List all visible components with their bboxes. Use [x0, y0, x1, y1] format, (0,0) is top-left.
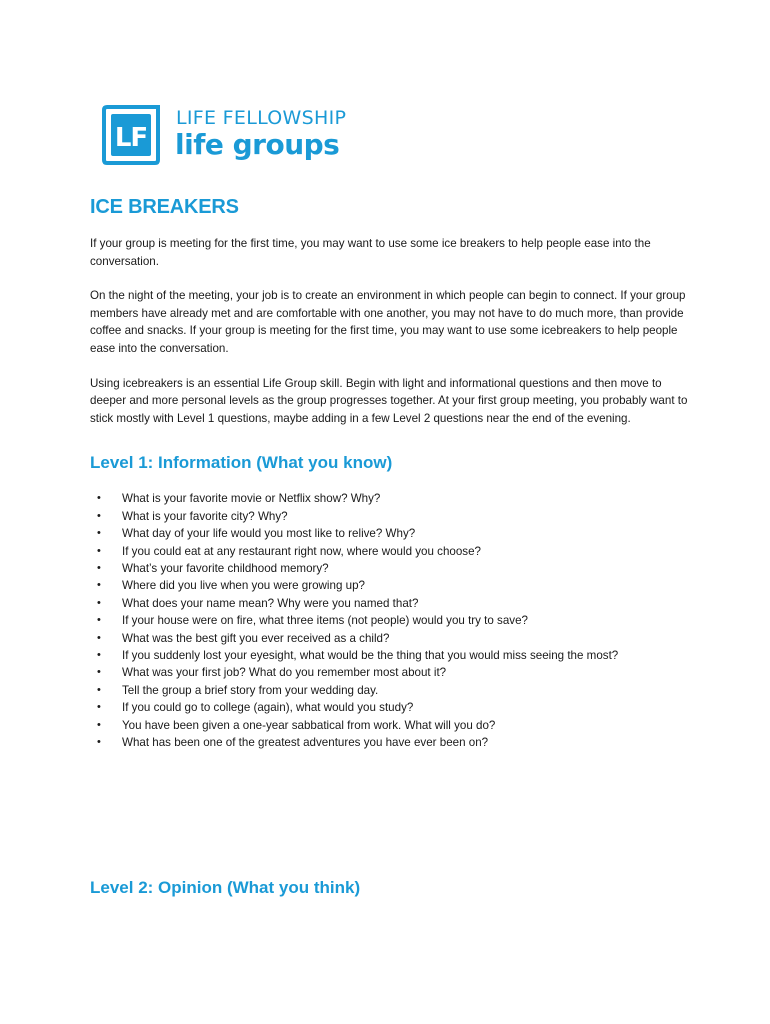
- page-title: ICE BREAKERS: [90, 196, 239, 218]
- question-text: What was the best gift you ever received as a child?: [122, 631, 390, 645]
- list-item: [90, 734, 690, 751]
- list-item: [90, 508, 690, 525]
- question-text: If you suddenly lost your eyesight, what would be the thing that you would miss seeing the most?: [122, 649, 619, 662]
- icebreakers-paragraph: Using icebreakers is an essential Life Group skill. Begin with light and informational questions and then move to deeper and more personal levels as the group progresses together. At your first group meeting, you probably want to stick mostly with Level 1 questions, maybe adding in a few Level 2 questions near the end of the evening.: [90, 376, 688, 425]
- list-item: [90, 630, 690, 647]
- list-item: [90, 595, 690, 612]
- question-text: What has been one of the greatest adventures you have ever been on?: [122, 736, 489, 750]
- list-item: [90, 490, 690, 507]
- bullet-icon: •: [97, 701, 101, 714]
- level1-heading: Level 1: Information (What you know): [90, 453, 393, 473]
- question-text: Where did you live when you were growing up?: [122, 579, 365, 593]
- question-text: What day of your life would you most like to relive? Why?: [122, 527, 416, 541]
- question-text: What is your favorite city? Why?: [122, 509, 288, 523]
- question-text: You have been given a one-year sabbatical from work. What will you do?: [122, 718, 496, 732]
- meeting-paragraph: On the night of the meeting, your job is to create an environment in which people can begin to connect. If your group members have already met and are comfortable with one another, you may not have to do much more, than provide coffee and snacks. If your group is meeting for the first time, you may want to use some icebreakers to help people ease into the conversation.: [90, 289, 686, 355]
- list-item: [90, 543, 690, 560]
- list-item: [90, 647, 690, 664]
- list-item: [90, 560, 690, 577]
- lf-logo-icon: [100, 104, 162, 166]
- bullet-icon: •: [97, 649, 101, 661]
- list-item: [90, 664, 690, 681]
- list-item: [90, 682, 690, 699]
- list-item: [90, 717, 690, 734]
- question-text: What is your favorite movie or Netflix show? Why?: [122, 492, 381, 506]
- question-text: If your house were on fire, what three items (not people) would you try to save?: [122, 614, 528, 628]
- intro-paragraph: If your group is meeting for the first time, you may want to use some ice breakers to help people ease into the conversation.: [90, 237, 651, 268]
- bullet-icon: •: [97, 718, 101, 731]
- list-item: [90, 699, 690, 716]
- logo-line-1: LIFE FELLOWSHIP: [176, 107, 347, 129]
- question-text: If you could eat at any restaurant right now, where would you choose?: [122, 544, 481, 558]
- level1-question-list: [90, 490, 690, 751]
- bullet-icon: •: [97, 736, 101, 749]
- question-text: What was your first job? What do you remember most about it?: [122, 666, 447, 680]
- list-item: [90, 577, 690, 594]
- bullet-icon: •: [97, 561, 101, 574]
- bullet-icon: •: [97, 509, 101, 522]
- list-item: [90, 525, 690, 542]
- list-item: [90, 612, 690, 629]
- life-fellowship-logo: [100, 104, 360, 166]
- logo-mark-text: LF: [114, 123, 148, 153]
- bullet-icon: •: [97, 596, 101, 609]
- question-text: If you could go to college (again), what would you study?: [122, 701, 414, 715]
- question-text: What does your name mean? Why were you named that?: [122, 596, 419, 610]
- level2-heading: Level 2: Opinion (What you think): [90, 878, 361, 897]
- bullet-icon: •: [97, 579, 101, 592]
- bullet-icon: •: [97, 527, 101, 540]
- document-body: [90, 196, 690, 751]
- question-text: What’s your favorite childhood memory?: [122, 561, 329, 575]
- bullet-icon: •: [97, 631, 101, 644]
- logo-line-2: life groups: [175, 128, 340, 161]
- bullet-icon: •: [97, 544, 101, 557]
- bullet-icon: •: [97, 614, 101, 627]
- question-text: Tell the group a brief story from your wedding day.: [122, 683, 379, 697]
- bullet-icon: •: [97, 666, 101, 679]
- bullet-icon: •: [97, 683, 101, 696]
- bullet-icon: •: [97, 492, 101, 505]
